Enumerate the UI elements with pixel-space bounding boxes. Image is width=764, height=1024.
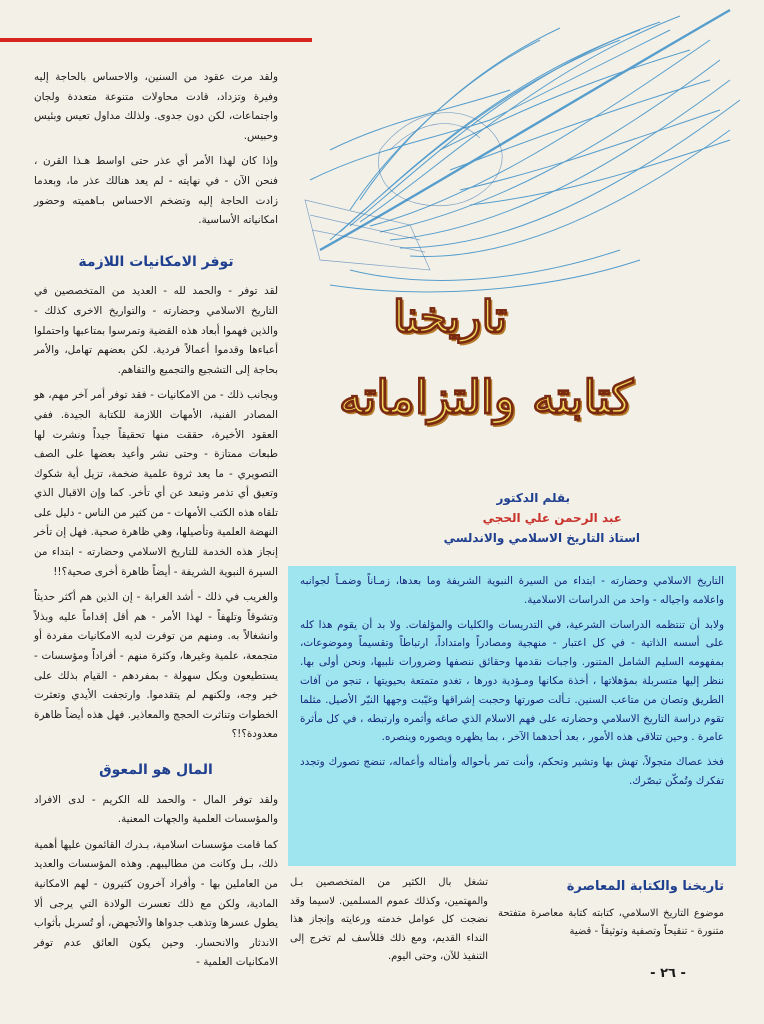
page-number: - ٢٦ - <box>650 966 686 981</box>
section-heading-modern-writing: تاريخنا والكتابة المعاصرة <box>566 879 724 894</box>
section2-paragraph-2: كما قامت مؤسسات اسلامية، بـدرك القائمون عليها أهمية ذلك، بـل وكانت من مطاليبهم. وهذه المؤسسات والعديد من العاملين بها - وأفراد آخرون كثيرون - لهم الامكانية المادية، ولكن مع ذلك تعسرت الولادة التي يرجى ألا يطول عسرها وتذهب جدواها والأتجهض، أو تُسربل بأثواب الاندثار والانحسار. وحين يكون العائق عدم توفر الامكانيات العلمية - <box>34 838 278 969</box>
bottom-middle-text: تشغل بال الكثير من المتخصصين بـل والمهتمين، وكذلك عموم المسلمين. لاسيما وقد نضجت كل عوامل خدمته ورعايته وإنجاز هذا النداء القديم، ومع ذلك فللأسف لم تخرج إلى التنفيذ للآن، وحتى اليوم. <box>290 877 488 963</box>
article-title-line-1: تاريخنا <box>392 292 508 343</box>
section1-paragraph-2: وبجانب ذلك - من الامكانيات - فقد توفر أمر آخر مهم، هو المصادر الفنية، الأمهات اللازمة للكتابة الجيدة. ففي العقود الأخيرة، حققت منها تحقيقاً جيداً ونشرت لها طبعات ممتازة - وحتى نشر وأعيد بعضها على الصف التصويري - ما يعد ثروة علمية ضخمة، تزيل أية شكوك وتعيق أي تذمر وتبعد عن أي تأخر. كما وإن الاقبال الذي تلقاه هذه الكتب الأمهات - من كثير من الناس - دليل على النهضة العلمية وتأصيلها، وهي ظاهرة صحية. فهل إن تأخر إنجاز هذه الخدمة للتاريخ الاسلامي وحضارته - ابتداء من السيرة النبوية الشريفة - أيضاً ظاهرة أخرى صحية؟!! <box>34 389 278 578</box>
section1-paragraph-1: لقد توفر - والحمد لله - العديد من المتخصصين في التاريخ الاسلامي وحضارته - والتواريخ الاخرى كذلك - والذين فهموا أبعاد هذه القضية وتمرسوا بمتاعبها واحتملوا أعباءها وقدموا أعمالاً فردية. لكن بعضهم تهامل، والأمر بحاجة إلى التشجيع والتجميع والتفاهم. <box>34 285 278 376</box>
top-red-rule <box>0 38 312 42</box>
bottom-right-column <box>498 878 724 942</box>
intro-paragraph-2: وإذا كان لهذا الأمر أي عذر حتى اواسط هـذا القرن ، فنحن الآن - في نهايته - لم يعد هنالك عذر ما، وبعدما زادت الحاجة إليه وتضخم الاحساس بـاهميته وحضور امكانياته الأساسية. <box>34 155 278 227</box>
left-column <box>34 68 278 979</box>
section-heading-money-obstacle: المال هو المعوق <box>99 762 213 778</box>
author-name: عبد الرحمن علي الحجي <box>482 511 622 525</box>
byline <box>340 488 640 548</box>
author-position: استاذ التاريخ الاسلامي والاندلسي <box>443 531 640 545</box>
section1-paragraph-3: والغريب في ذلك - أشد الغرابة - إن الذين هم أكثر حديثاً وتشوقاً وتلهفاً - لهذا الأمر - هم أقل إقداماً عليه وبذلاً وانشغالاً به. ومنهم من توفرت لديه الامكانيات مفردة أو متجمعة، علمية وغيرها، وكثرة منهم - أفراداً ومؤسسات - يستطيعون وبكل سهولة - بمفردهم - القيام بذلك على خير وجه، ولكنهم لم يتقدموا. وارتجفت الأيدي وتعثرت الخطوات وتناثرت الحجج والمعاذير. فهل هذه أيضاً ظاهرة معدودة؟!؟ <box>34 591 278 741</box>
bottom-middle-column <box>290 874 488 967</box>
article-title-line-2: كتابته والتزاماته <box>338 370 634 424</box>
feather-quill-illustration <box>290 0 764 300</box>
bottom-right-text: موضوع التاريخ الاسلامي، كتابته كتابة معاصرة متفتحة متنورة - تنقيحاً وتصفية وتوثيقاً - قضية <box>498 907 724 938</box>
section2-paragraph-1: ولقد توفر المال - والحمد لله الكريم - لدى الافراد والمؤسسات العلمية والجهات المعنية. <box>34 793 278 826</box>
byline-label: بقلم الدكتور <box>496 491 570 505</box>
highlight-paragraph-3: فخذ عصاك متجولاً، تهش بها وتشير وتحكم، وأنت تمر بأحواله وأمثاله وأعماله، تنضج تصورك وتجدد تفكرك وتُمكّن تبصّرك. <box>300 756 724 787</box>
highlight-paragraph-2: ولابد أن تنتظمه الدراسات الشرعية، في التدريسات والكليات والمؤلفات. ولا بد أن يقوم هذا كله على أسسه الذاتية - في كل اعتبار - منهجية ومصادراً وامتداداً، ارتباطاً وتقسيماً وموضوعات، بمفهومه السليم الشامل المتنور. واجبات نقدمها وحقائق ننصفها وضرورات نلبيها، ونحن أولى بها. ننظر إليها متسربلة بمؤهلاتها ، أخذة مكانها ومـؤدية دورها ، تغدو متمتعة بحيويتها ، تنجو من آفات الطريق وتصان من متاعب السنين. تـألت صورتها وحجبت إشراقها وغيّبت وجهها النيّر الأصيل. مثلما تقوم دراسة التاريخ الاسلامي وحضارته على فهم الاسلام الذي صاغه وأثمره وارتبطه ، في كل مأثرة عامرة . وحين تتلاقى هذه الأمور ، بعد أحدهما الآخر ، بما يظهره ويصوره وينصره. <box>300 618 724 744</box>
section-heading-available-resources: توفر الامكانيات اللازمة <box>78 253 234 270</box>
intro-paragraph-1: ولقد مرت عقود من السنين، والاحساس بالحاجة إليه وفيرة وتزداد، قادت محاولات متنوعة متعددة ولجان واجتماعات، لكن دون جدوى. ولذلك مداول تعيس وبئيس وحبيس. <box>34 71 278 142</box>
highlight-paragraph-1: التاريخ الاسلامي وحضارته - ابتداء من السيرة النبوية الشريفة وما بعدها، زمـاناً وضمـاً لجوانبه واعلامه واجياله - واحد من الدراسات الاسلامية. <box>300 575 724 606</box>
highlight-box-text <box>300 572 724 797</box>
